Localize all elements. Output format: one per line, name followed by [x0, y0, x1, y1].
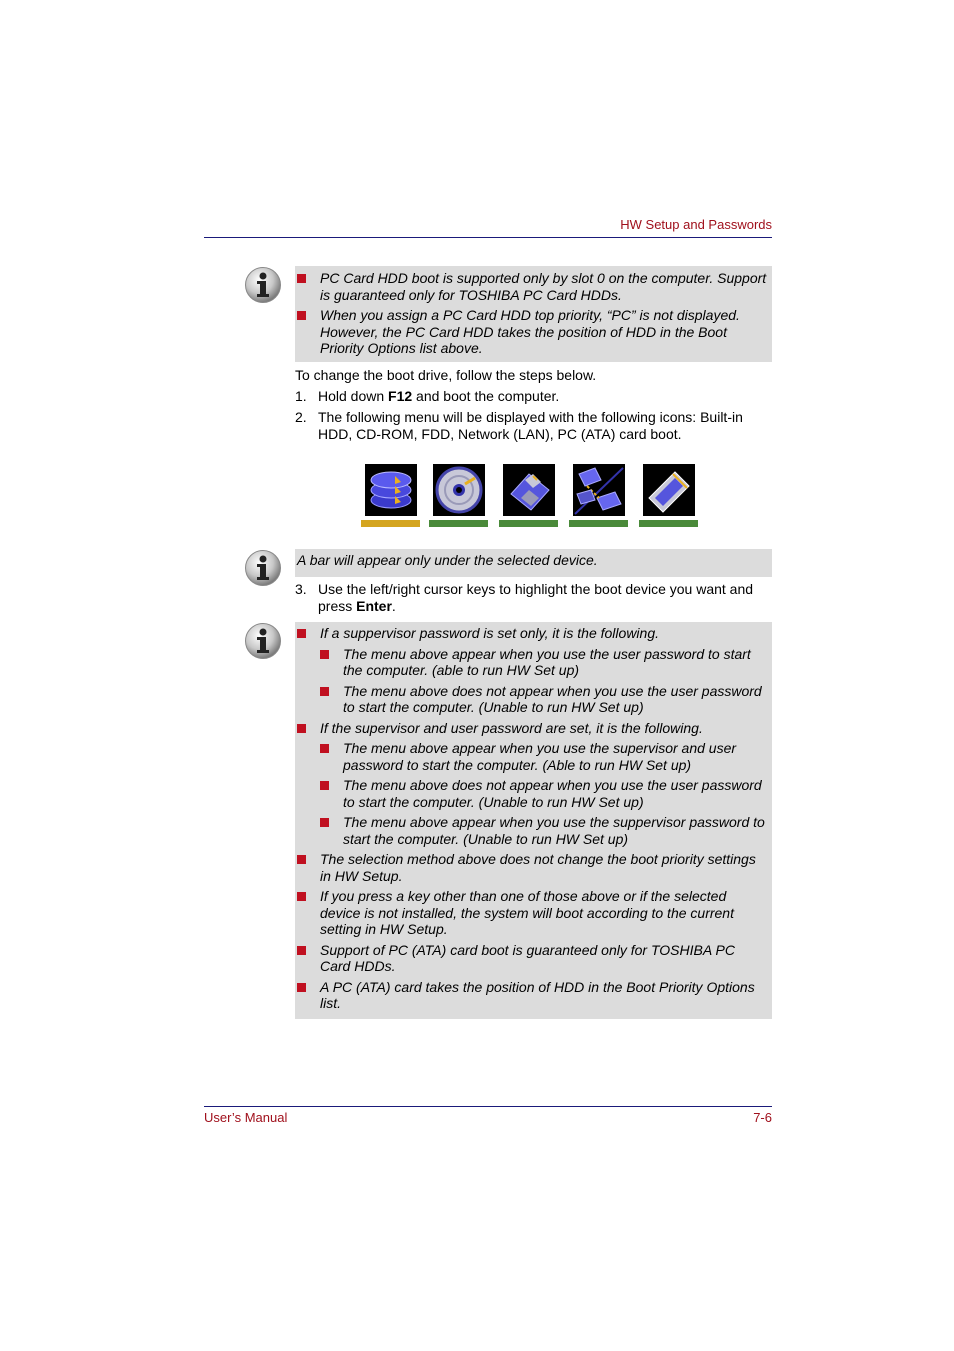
step-text: Hold down [318, 388, 389, 404]
selection-bar [429, 520, 488, 527]
note-bullet: A PC (ATA) card takes the position of HDD in the Boot Priority Options list. [295, 979, 772, 1012]
note-bullet: If a suppervisor password is set only, it is the following. [295, 625, 772, 642]
step-text: The following menu will be displayed with the following icons: Built-in HDD, CD-ROM, FDD, Network (LAN), PC (ATA) card boot. [318, 409, 743, 442]
header-divider [204, 237, 772, 238]
note-pc-card-hdd [295, 266, 772, 362]
intro-paragraph: To change the boot drive, follow the steps below. [295, 367, 597, 383]
selection-bar [361, 520, 420, 527]
note-selection-bar: A bar will appear only under the selected device. [295, 549, 772, 577]
floppy-icon[interactable] [503, 464, 555, 516]
step-text: Use the left/right cursor keys to highlight the boot device you want and press [318, 581, 754, 614]
note-sub-bullet: The menu above appear when you use the supervisor and user password to start the computer. (Able to run HW Set up) [295, 740, 772, 773]
note-bullet: Support of PC (ATA) card boot is guaranteed only for TOSHIBA PC Card HDDs. [295, 942, 772, 975]
info-icon [244, 266, 282, 304]
step-1 [295, 388, 772, 405]
step-number: 1. [295, 388, 307, 404]
step-text: and boot the computer. [412, 388, 560, 404]
footer-divider [204, 1106, 772, 1107]
step-number: 3. [295, 581, 307, 597]
note-bullet: PC Card HDD boot is supported only by slot 0 on the computer. Support is guaranteed only for TOSHIBA PC Card HDDs. [295, 270, 772, 303]
step-2 [295, 409, 772, 442]
note-bullet: If the supervisor and user password are set, it is the following. [295, 720, 772, 737]
hdd-icon[interactable] [365, 464, 417, 516]
footer-manual-title: User’s Manual [204, 1110, 288, 1125]
note-sub-bullet: The menu above does not appear when you use the user password to start the computer. (Unable to run HW Set up) [295, 683, 772, 716]
note-bullet: When you assign a PC Card HDD top priority, “PC” is not displayed. However, the PC Card HDD takes the position of HDD in the Boot Priority Options list above. [295, 307, 772, 357]
cdrom-icon[interactable] [433, 464, 485, 516]
info-icon [244, 549, 282, 587]
step-number: 2. [295, 409, 307, 425]
step-text: . [391, 597, 396, 614]
pc-card-icon[interactable] [643, 464, 695, 516]
step-3 [295, 581, 772, 614]
note-sub-bullet: The menu above does not appear when you use the user password to start the computer. (Unable to run HW Set up) [295, 777, 772, 810]
selection-bar [569, 520, 628, 527]
page-number: 7-6 [753, 1110, 772, 1125]
key-label: F12 [388, 388, 413, 404]
header-title: HW Setup and Passwords [620, 217, 772, 232]
note-bullet: The selection method above does not change the boot priority settings in HW Setup. [295, 851, 772, 884]
selection-bar [499, 520, 558, 527]
note-sub-bullet: The menu above appear when you use the suppervisor password to start the computer. (Unable to run HW Set up) [295, 814, 772, 847]
note-password-behaviour [295, 622, 772, 1019]
info-icon [244, 622, 282, 660]
note-sub-bullet: The menu above appear when you use the user password to start the computer. (able to run HW Set up) [295, 646, 772, 679]
note-bullet: If you press a key other than one of those above or if the selected device is not installed, the system will boot according to the current setting in HW Setup. [295, 888, 772, 938]
selection-bar [639, 520, 698, 527]
network-icon[interactable] [573, 464, 625, 516]
key-label: Enter [356, 597, 392, 614]
